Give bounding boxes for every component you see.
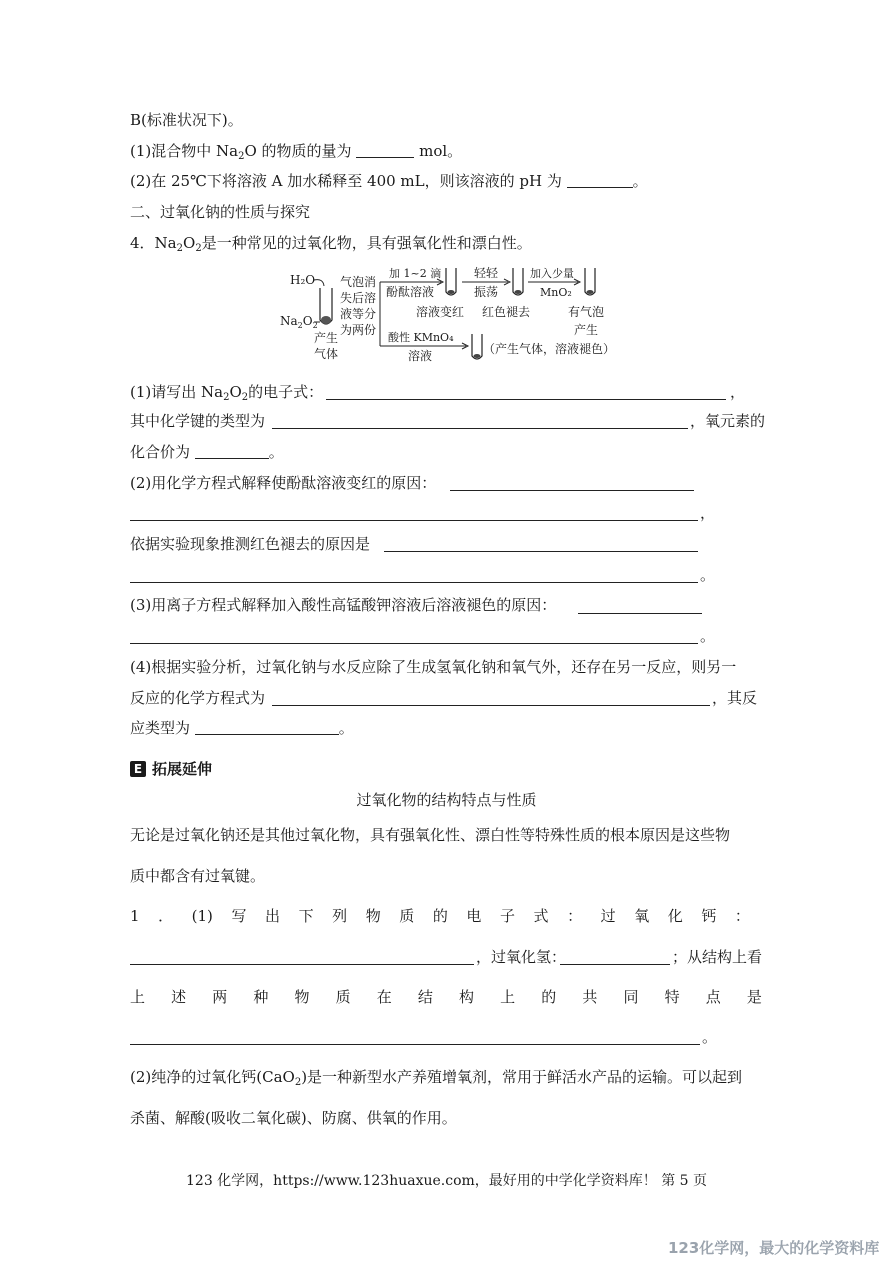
answer-line[interactable]	[130, 582, 698, 583]
step-text-2: 失后溶	[340, 291, 377, 305]
q1-oxygen-valence-label: ，氧元素的	[690, 412, 766, 430]
water-drop-arrow	[314, 280, 324, 286]
result-kmno4: （产生气体，溶液褪色）	[483, 342, 616, 356]
q4-equation-label: 反应的化学方程式为	[130, 689, 266, 707]
shake-step-top: 轻轻	[474, 266, 499, 280]
answer-blank[interactable]	[567, 172, 633, 188]
q4-other-reaction: (4)根据实验分析，过氧化钠与水反应除了生成氢氧化钠和氧气外，还存在另一反应，则另一	[130, 658, 737, 676]
answer-line[interactable]	[130, 643, 698, 644]
comma: ，	[700, 504, 716, 522]
sodium-peroxide-solid	[321, 316, 331, 324]
extension-paragraph-2: 质中都含有过氧键。	[130, 867, 266, 885]
period: 。	[702, 1028, 718, 1046]
extension-title: 拓展延伸	[152, 760, 213, 778]
q1-bond-type: 其中化学键的类型为	[130, 412, 266, 430]
answer-line[interactable]	[272, 428, 688, 429]
answer-line[interactable]	[384, 551, 698, 552]
section-heading-peroxide: 二、过氧化钠的性质与探究	[130, 203, 311, 221]
q2-fade-reason: 依据实验现象推测红色褪去的原因是	[130, 535, 371, 553]
result-bubbles: 有气泡	[568, 305, 605, 319]
answer-line[interactable]	[130, 964, 474, 965]
extension-paragraph-1: 无论是过氧化钠还是其他过氧化物，具有强氧化性、漂白性等特殊性质的根本原因是这些物	[130, 826, 731, 844]
extension-heading	[130, 758, 212, 779]
gas-label-2: 气体	[314, 347, 339, 361]
answer-line[interactable]	[130, 1044, 700, 1045]
mno2-step-top: 加入少量	[530, 267, 574, 280]
q2-phenolphthalein-reason: (2)用化学方程式解释使酚酞溶液变红的原因：	[130, 474, 437, 492]
q4-reaction-type: 应类型为 。	[130, 719, 354, 737]
water-label: H₂O	[290, 273, 316, 287]
answer-blank[interactable]	[195, 719, 339, 735]
q1-electron-formula: (1)请写出 $Na_2O_2$的电子式：	[130, 383, 324, 403]
kmno4-step-top: 酸性 KMnO₄	[388, 331, 454, 344]
ext-q1-line-1: 1 ． (1) 写 出 下 列 物 质 的 电 子 式 ： 过 氧 化 钙 ：	[130, 907, 750, 925]
answer-line[interactable]	[450, 490, 694, 491]
answer-line[interactable]	[326, 399, 726, 400]
answer-line[interactable]	[272, 705, 710, 706]
extension-icon: E	[130, 761, 146, 777]
step-text-1: 气泡消	[340, 275, 377, 289]
period: 。	[700, 566, 716, 584]
comma: ，	[730, 383, 746, 401]
q4-reaction-type-label: ，其反	[712, 689, 758, 707]
text-line-standard-conditions: B(标准状况下)。	[130, 111, 243, 129]
q1-valence: 化合价为 。	[130, 443, 284, 461]
q3-kmno4-reason: (3)用离子方程式解释加入酸性高锰酸钾溶液后溶液褪色的原因：	[130, 596, 557, 614]
result-red-fades: 红色褪去	[482, 305, 531, 319]
period: 。	[700, 627, 716, 645]
kmno4-step-bottom: 溶液	[408, 349, 433, 363]
site-watermark: 123化学网，最大的化学资料库	[668, 1239, 880, 1257]
extension-subtitle: 过氧化物的结构特点与性质	[356, 791, 537, 809]
page-footer: 123 化学网，https://www.123huaxue.com，最好用的中学化学资料库！ 第 5 页	[186, 1173, 708, 1189]
ext-q2-uses: 杀菌、解酸(吸收二氧化碳)、防腐、供氧的作用。	[130, 1109, 457, 1127]
gas-label-1: 产生	[314, 331, 339, 345]
shake-step-bottom: 振荡	[474, 285, 499, 299]
answer-line[interactable]	[560, 964, 670, 965]
question-2-ph: (2)在 25℃下将溶液 A 加水稀释至 400 mL，则该溶液的 pH 为 。	[130, 172, 648, 190]
phenolphthalein-step-top: 加 1~2 滴	[389, 267, 442, 280]
step-text-4: 为两份	[340, 323, 377, 337]
mno2-step-bottom: MnO₂	[540, 286, 572, 299]
step-text-3: 液等分	[340, 307, 377, 321]
answer-blank[interactable]	[195, 443, 269, 459]
sodium-peroxide-label: $Na_2O_2$	[280, 314, 318, 330]
tube-liquid	[448, 290, 455, 294]
result-bubbles-2: 产生	[574, 323, 599, 337]
ext-q1-line-3: 上 述 两 种 物 质 在 结 构 上 的 共 同 特 点 是	[130, 988, 762, 1006]
tube-liquid	[515, 290, 522, 294]
question-1-na2o-amount: (1)混合物中 $Na_2O$ 的物质的量为 mol。	[130, 142, 463, 162]
tube-liquid	[474, 354, 481, 358]
ext-q1-hydrogen-peroxide: ，过氧化氢：	[476, 948, 567, 966]
problem-4-intro: 4．$Na_2O_2$是一种常见的过氧化物，具有强氧化性和漂白性。	[130, 234, 532, 254]
phenolphthalein-step-bottom: 酚酞溶液	[386, 285, 435, 299]
answer-line[interactable]	[130, 520, 698, 521]
answer-blank[interactable]	[356, 142, 414, 158]
result-turns-red: 溶液变红	[416, 305, 465, 319]
experiment-flow-diagram	[276, 262, 636, 370]
ext-q2-calcium-peroxide: (2)纯净的过氧化钙(CaO$_2$)是一种新型水产养殖增氧剂，常用于鲜活水产品的运输。可以起到	[130, 1068, 743, 1088]
tube-liquid	[587, 290, 594, 294]
ext-q1-structure-intro: ；从结构上看	[672, 948, 763, 966]
answer-line[interactable]	[578, 613, 702, 614]
